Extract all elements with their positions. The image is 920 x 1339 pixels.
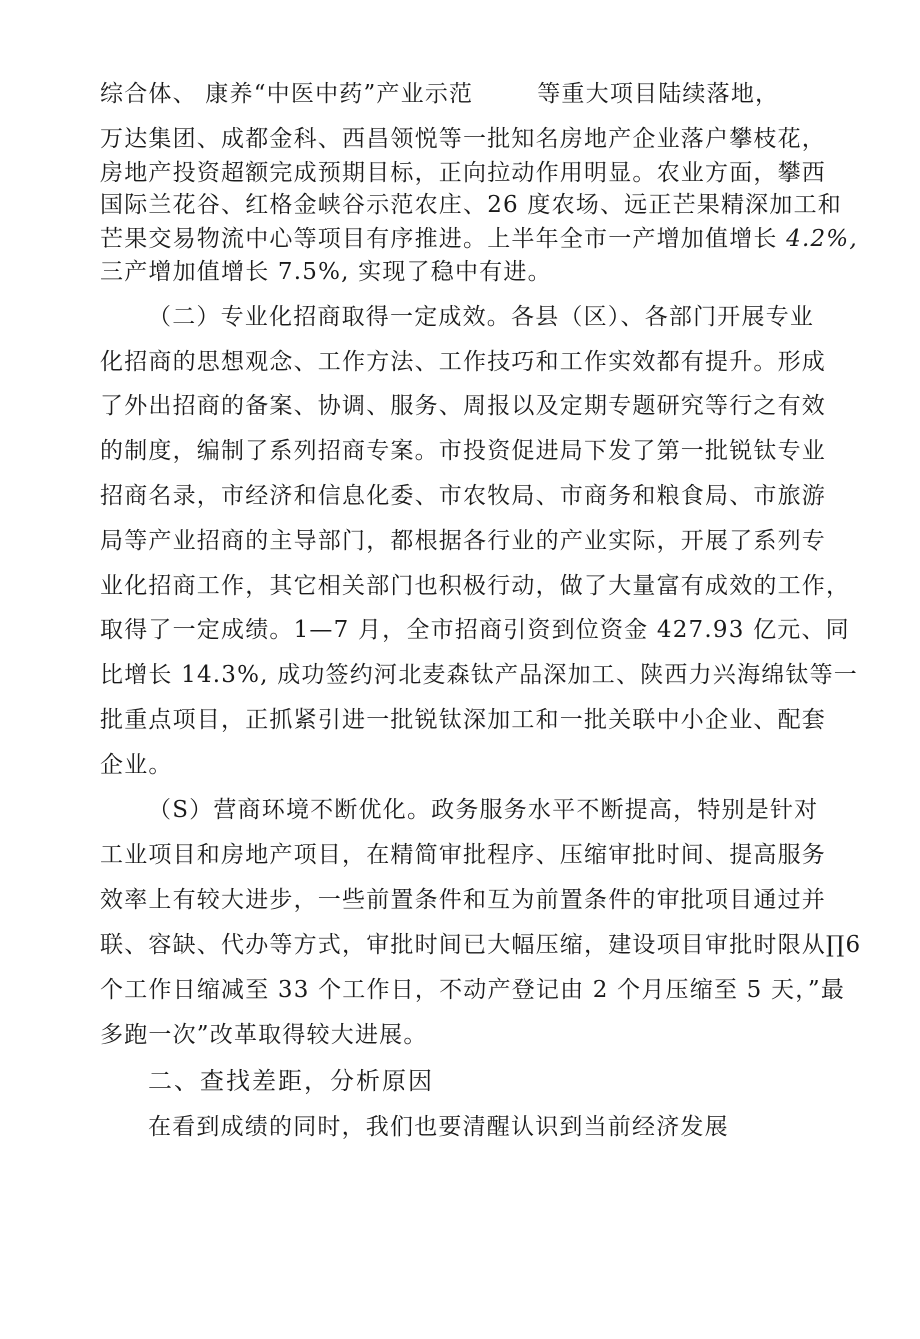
- text-line: 企业。: [100, 752, 173, 778]
- text-line: 多跑一次”改革取得较大进展。: [100, 1022, 428, 1048]
- text-segment: 综合体、 康养“中医中药”产业示范: [100, 81, 474, 107]
- text-line: 万达集团、成都金科、西昌领悦等一批知名房地产企业落户攀枝花，: [100, 126, 826, 152]
- text-segment: 4.2%,: [786, 226, 858, 252]
- text-segment: 芒果交易物流中心等项目有序推进。上半年全市一产增加值增长: [100, 226, 778, 252]
- text-line: 比增长 14.3%, 成功签约河北麦森钛产品深加工、陕西力兴海绵钛等一: [100, 662, 858, 688]
- text-line: 招商名录，市经济和信息化委、市农牧局、市商务和粮食局、市旅游: [100, 483, 826, 509]
- text-line: 国际兰花谷、红格金峡谷示范农庄、26 度农场、远正芒果精深加工和: [100, 192, 842, 218]
- text-line: [100, 224, 858, 254]
- text-segment: 等重大项目陆续落地，: [537, 81, 780, 107]
- text-line: 个工作日缩减至 33 个工作日，不动产登记由 2 个月压缩至 5 天，”最: [100, 977, 846, 1003]
- text-line: 联、容缺、代办等方式，审批时间已大幅压缩，建设项目审批时限从∏6: [100, 932, 862, 958]
- text-line: 三产增加值增长 7.5%, 实现了稳中有进。: [100, 259, 552, 285]
- paragraph-start: （二）专业化招商取得一定成效。各县（区）、各部门开展专业: [148, 304, 815, 330]
- text-line: 了外出招商的备案、协调、服务、周报以及定期专题研究等行之有效: [100, 393, 826, 419]
- text-line: 化招商的思想观念、工作方法、工作技巧和工作实效都有提升。形成: [100, 349, 826, 375]
- text-line: 效率上有较大进步，一些前置条件和互为前置条件的审批项目通过并: [100, 887, 826, 913]
- paragraph-start: 在看到成绩的同时，我们也要清醒认识到当前经济发展: [148, 1114, 729, 1140]
- text-line: 局等产业招商的主导部门，都根据各行业的产业实际，开展了系列专: [100, 528, 826, 554]
- text-line: 批重点项目，正抓紧引进一批锐钛深加工和一批关联中小企业、配套: [100, 707, 826, 733]
- text-line: 业化招商工作，其它相关部门也积极行动，做了大量富有成效的工作，: [100, 573, 851, 599]
- text-line: [100, 79, 779, 109]
- paragraph-start: （S）营商环境不断优化。政务服务水平不断提高，特别是针对: [148, 797, 819, 823]
- section-heading: 二、查找差距，分析原因: [148, 1067, 434, 1095]
- text-line: 的制度，编制了系列招商专案。市投资促进局下发了第一批锐钛专业: [100, 438, 826, 464]
- text-line: 取得了一定成绩。1—7 月，全市招商引资到位资金 427.93 亿元、同: [100, 617, 850, 643]
- text-line: 房地产投资超额完成预期目标，正向拉动作用明显。农业方面，攀西: [100, 160, 826, 186]
- text-line: 工业项目和房地产项目，在精简审批程序、压缩审批时间、提高服务: [100, 842, 826, 868]
